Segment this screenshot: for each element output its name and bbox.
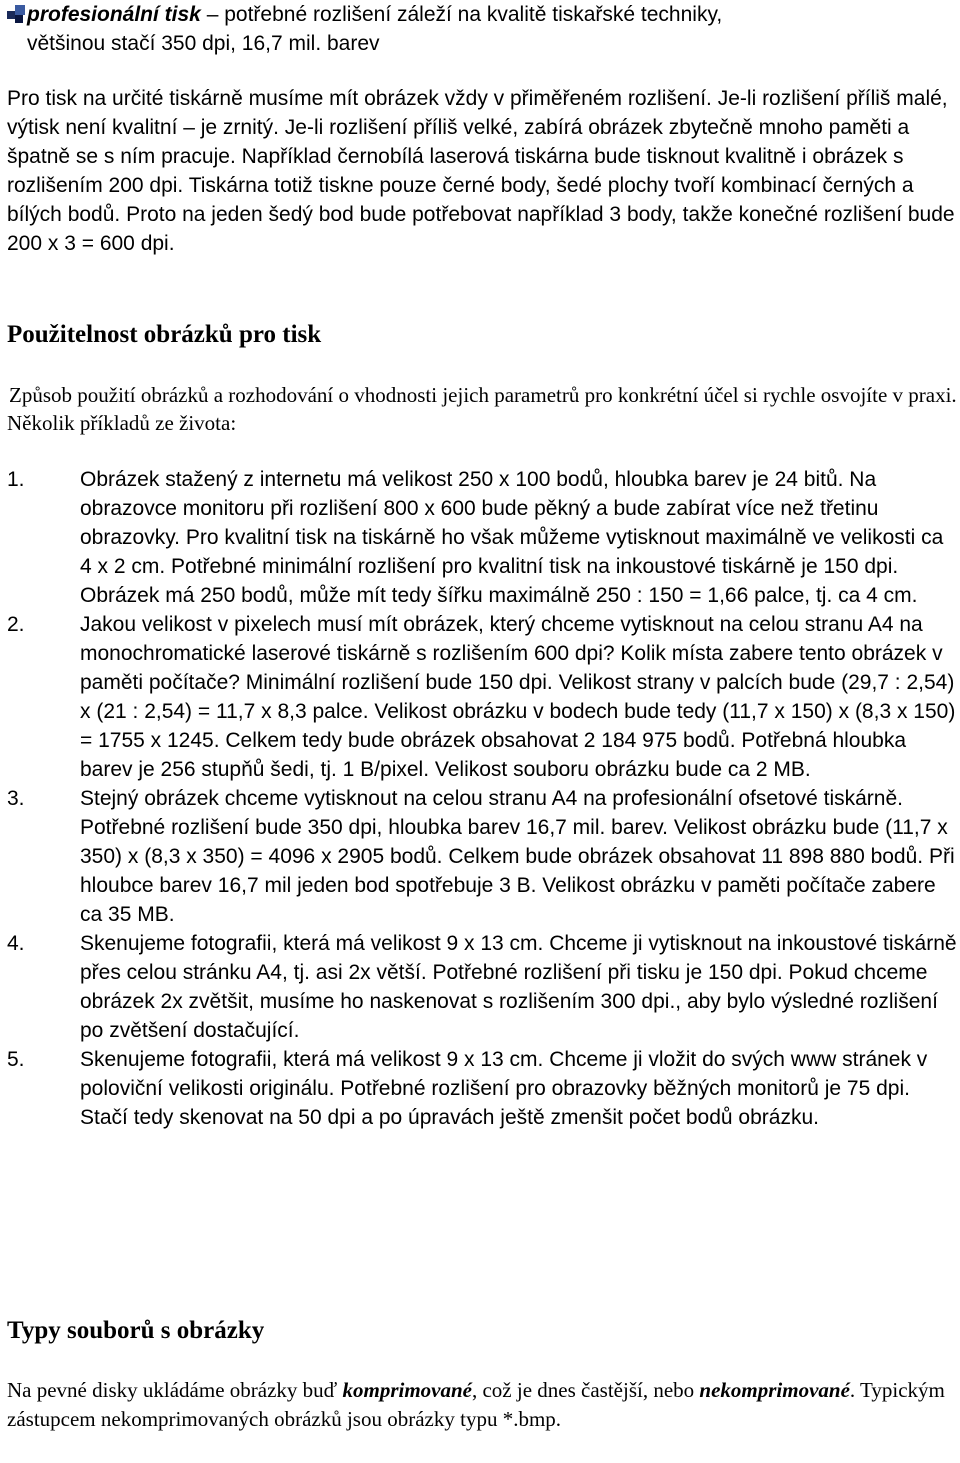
list-item-number: 3. bbox=[7, 787, 25, 810]
list-item-text: Obrázek stažený z internetu má velikost 250 x 100 bodů, hloubka barev je 24 bitů. Na obrazovce monitoru při rozlišení 800 x 600 bude pěkný a bude zabírat více než třetinu obrazovky. Pro kvalitní tisk na tiskárně ho však můžeme vytisknout maximálně ve velikosti ca 4 x 2 cm. Potřebné minimální rozlišení pro kvalitní tisk na inkoustové tiskárně je 150 dpi. Obrázek má 250 bodů, může mít tedy šířku maximálně 250 : 150 = 1,66 palce, tj. ca 4 cm. bbox=[80, 468, 944, 607]
list-item bbox=[7, 465, 957, 610]
bullet-text-line2: většinou stačí 350 dpi, 16,7 mil. barev bbox=[27, 32, 380, 55]
list-item-text: Stejný obrázek chceme vytisknout na celou stranu A4 na profesionální ofsetové tiskárně. Potřebné rozlišení bude 350 dpi, hloubka barev 16,7 mil. barev. Velikost obrázku bude (11,7 x 350) x (8,3 x 350) = 4096 x 2905 bodů. Celkem bude obrázek obsahovat 11 898 880 bodů. Při hloubce barev 16,7 mil jeden bod spotřebuje 3 B. Velikost obrázku v paměti počítače zabere ca 35 MB. bbox=[80, 787, 955, 926]
examples-list bbox=[7, 465, 957, 1132]
bullet-item-professional-print bbox=[7, 0, 957, 58]
list-item-number: 5. bbox=[7, 1048, 25, 1071]
file-types-text: Na pevné disky ukládáme obrázky buď bbox=[7, 1378, 343, 1402]
list-item bbox=[7, 1045, 957, 1132]
list-item bbox=[7, 784, 957, 929]
file-types-text: . Typickým zástupcem nekomprimovaných obrázků jsou obrázky typu *.bmp. bbox=[7, 1378, 945, 1431]
heading-image-file-types: Typy souborů s obrázky bbox=[7, 1317, 265, 1344]
list-item-text: Jakou velikost v pixelech musí mít obrázek, který chceme vytisknout na celou stranu A4 na monochromatické laserové tiskárně s rozlišením 600 dpi? Kolik místa zabere tento obrázek v paměti počítače? Minimální rozlišení bude 150 dpi. Velikost strany v palcích bude (29,7 : 2,54) x (21 : 2,54) = 11,7 x 8,3 palce. Velikost obrázku v bodech bude tedy (11,7 x 150) x (8,3 x 150) = 1755 x 1245. Celkem tedy bude obrázek obsahovat 2 184 975 bodů. Potřebná hloubka barev je 256 stupňů šedi, tj. 1 B/pixel. Velikost souboru obrázku bude ca 2 MB. bbox=[80, 613, 956, 781]
term-compressed: komprimované bbox=[342, 1378, 472, 1402]
list-item-number: 4. bbox=[7, 932, 25, 955]
list-item bbox=[7, 929, 957, 1045]
file-types-paragraph bbox=[7, 1376, 957, 1434]
list-item-number: 2. bbox=[7, 613, 25, 636]
bullet-term: profesionální tisk bbox=[27, 3, 201, 26]
list-item bbox=[7, 610, 957, 784]
intro-paragraph: Pro tisk na určité tiskárně musíme mít obrázek vždy v přiměřeném rozlišení. Je-li rozlišení příliš malé, výtisk není kvalitní – je zrnitý. Je-li rozlišení příliš velké, zabírá obrázek zbytečně mnoho paměti a špatně se s ním pracuje. Například černobílá laserová tiskárna bude tisknout kvalitně i obrázek s rozlišením 200 dpi. Tiskárna totiž tiskne pouze černé body, šedé plochy tvoří kombinací černých a bílých bodů. Proto na jeden šedý bod bude potřebovat například 3 body, takže konečné rozlišení bude 200 x 3 = 600 dpi. bbox=[7, 87, 955, 255]
list-item-text: Skenujeme fotografii, která má velikost 9 x 13 cm. Chceme ji vytisknout na inkoustové tiskárně přes celou stránku A4, tj. asi 2x větší. Potřebné rozlišení při tisku je 150 dpi. Pokud chceme obrázek 2x zvětšit, musíme ho naskenovat s rozlišením 300 dpi., aby bylo výsledné rozlišení po zvětšení dostačující. bbox=[80, 932, 957, 1042]
file-types-text: , což je dnes častější, nebo bbox=[471, 1378, 700, 1402]
list-item-number: 1. bbox=[7, 468, 25, 491]
heading-print-usability: Použitelnost obrázků pro tisk bbox=[7, 321, 322, 348]
term-uncompressed: nekomprimované bbox=[699, 1378, 850, 1402]
bullet-text: – potřebné rozlišení záleží na kvalitě tiskařské techniky, bbox=[200, 3, 723, 26]
list-item-text: Skenujeme fotografii, která má velikost 9 x 13 cm. Chceme ji vložit do svých www stránek v poloviční velikosti originálu. Potřebné rozlišení pro obrazovky běžných monitorů je 75 dpi. Stačí tedy skenovat na 50 dpi a po úpravách ještě zmenšit počet bodů obrázku. bbox=[80, 1048, 928, 1129]
usage-paragraph: Způsob použití obrázků a rozhodování o vhodnosti jejich parametrů pro konkrétní účel si rychle osvojíte v praxi. Několik příkladů ze života: bbox=[7, 383, 957, 435]
bullet-squares-icon bbox=[7, 5, 27, 25]
